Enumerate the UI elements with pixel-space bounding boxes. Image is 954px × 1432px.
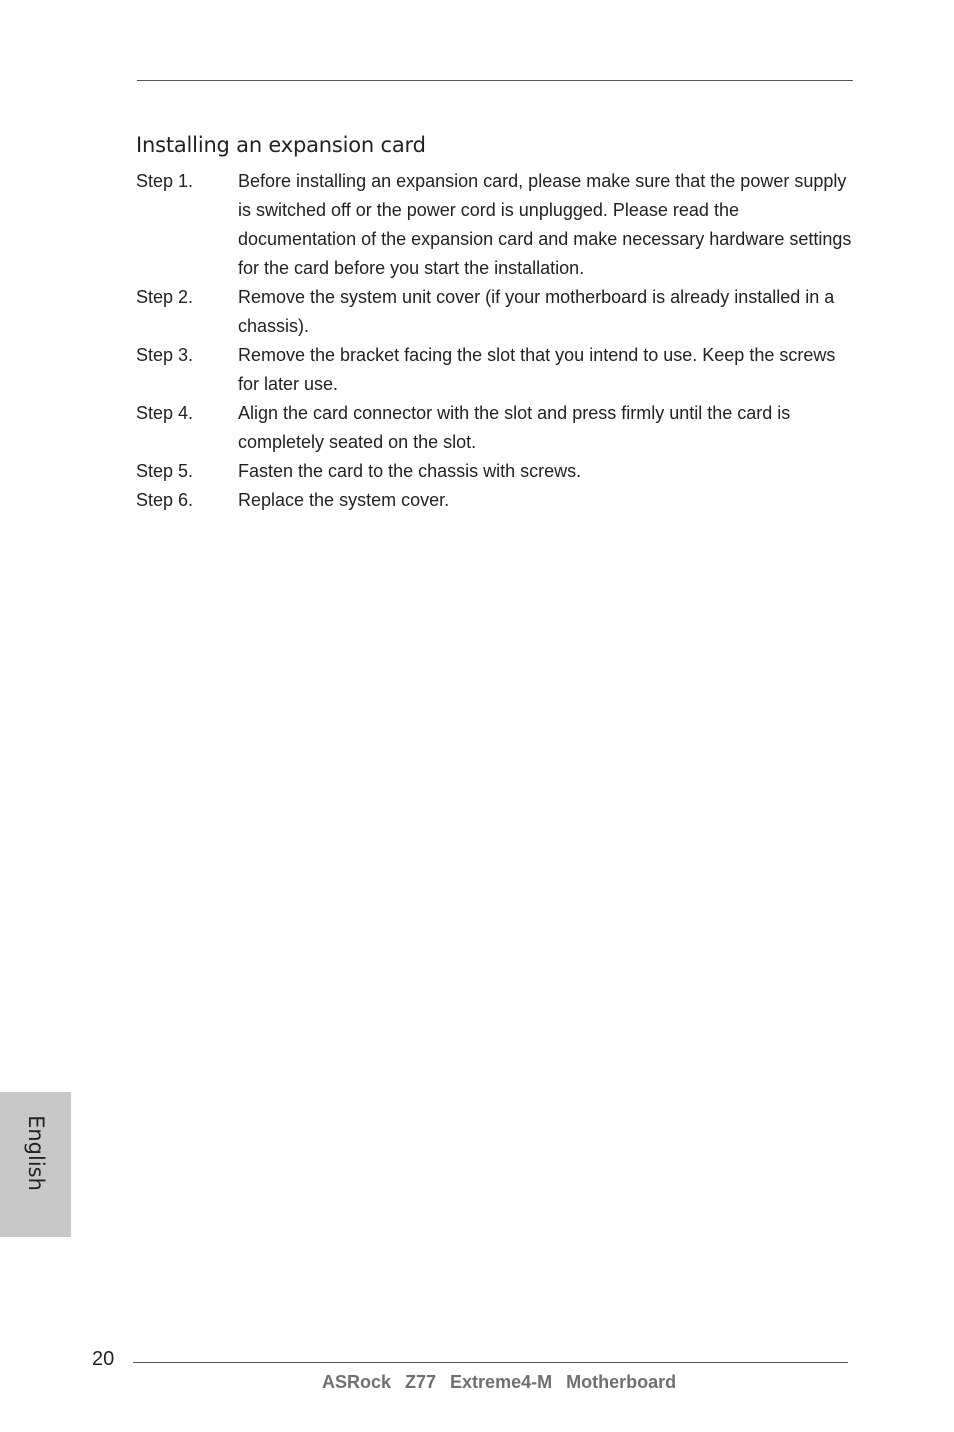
step-label: Step 1. <box>136 171 194 191</box>
step-item <box>136 399 852 457</box>
step-label: Step 3. <box>136 345 194 365</box>
step-label: Step 6. <box>136 490 194 510</box>
step-text: Remove the system unit cover (if your motherboard is already installed in a chassis). <box>238 287 835 336</box>
step-item <box>136 283 852 341</box>
step-item <box>136 341 852 399</box>
step-item <box>136 167 852 283</box>
step-label: Step 4. <box>136 403 194 423</box>
language-tab-label: English <box>24 1115 48 1191</box>
step-text: Align the card connector with the slot and press firmly until the card is completely seated on the slot. <box>238 403 791 452</box>
step-text: Remove the bracket facing the slot that you intend to use. Keep the screws for later use. <box>238 345 836 394</box>
step-item <box>136 486 852 515</box>
step-list <box>136 167 852 515</box>
step-text: Before installing an expansion card, please make sure that the power supply is switched off or the power cord is unplugged. Please read the documentation of the expansion card and make necessary hardware settings for the card before you start the installation. <box>238 171 852 278</box>
header-rule <box>137 80 853 81</box>
step-label: Step 2. <box>136 287 194 307</box>
step-label: Step 5. <box>136 461 194 481</box>
step-item <box>136 457 852 486</box>
section-title: Installing an expansion card <box>136 133 426 157</box>
footer-rule <box>133 1362 848 1363</box>
footer-product-title: ASRock Z77 Extreme4-M Motherboard <box>322 1372 677 1392</box>
step-text: Replace the system cover. <box>238 490 450 510</box>
page-number: 20 <box>92 1348 115 1370</box>
step-text: Fasten the card to the chassis with screws. <box>238 461 582 481</box>
